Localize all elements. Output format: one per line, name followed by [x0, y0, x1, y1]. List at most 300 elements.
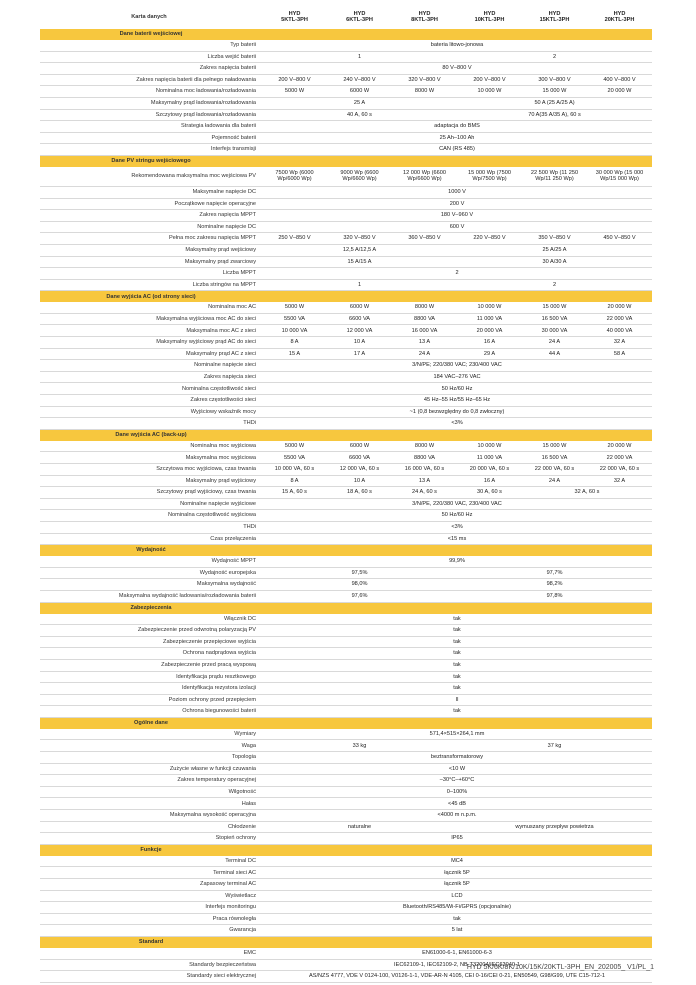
spec-value: 300 V–800 V	[522, 74, 587, 86]
model-header: HYD 5KTL-3PH	[281, 10, 308, 23]
spec-label: Terminal sieci AC	[40, 867, 262, 879]
section-band	[587, 155, 652, 167]
spec-label: Gwarancja	[40, 925, 262, 937]
spec-label: Liczba wejść baterii	[40, 51, 262, 63]
document-footer: HYD 5K/6K/8K/10K/15K/20KTL-3PH_EN_202005_ V1/PL_1	[466, 964, 654, 971]
section-band	[522, 29, 587, 40]
spec-value: bateria litowo-jonowa	[262, 40, 652, 51]
spec-label: Maksymalna wysokość operacyjna	[40, 810, 262, 822]
spec-value: 571,4×515×264,1 mm	[262, 729, 652, 740]
spec-label: Standardy sieci elektrycznej	[40, 971, 262, 983]
spec-row	[40, 74, 652, 86]
spec-row	[40, 51, 652, 63]
spec-value: 12 000 VA	[327, 325, 392, 337]
spec-value: 24 A	[522, 337, 587, 349]
model-header: HYD 6KTL-3PH	[346, 10, 373, 23]
spec-value: 10 A	[327, 475, 392, 487]
spec-value: 15 000 W	[522, 441, 587, 452]
spec-label: Nominalne napięcie wyjściowe	[40, 498, 262, 510]
spec-value: 250 V–850 V	[262, 233, 327, 245]
spec-row	[40, 337, 652, 349]
spec-row	[40, 233, 652, 245]
spec-value: 22 000 VA, 60 s	[522, 464, 587, 476]
spec-value: 50 Hz/60 Hz	[262, 510, 652, 522]
spec-value: 6600 VA	[327, 313, 392, 325]
spec-value: tak	[262, 913, 652, 925]
spec-value: 17 A	[327, 348, 392, 360]
section-band	[262, 545, 327, 557]
spec-row	[40, 63, 652, 75]
spec-value: 25 A	[262, 97, 457, 109]
table-title: Karta danych	[131, 13, 167, 20]
section-header	[40, 844, 652, 856]
spec-label: THDi	[40, 418, 262, 430]
spec-value: 2	[262, 268, 652, 280]
spec-row	[40, 890, 652, 902]
spec-value: 15 A, 60 s	[262, 487, 327, 499]
spec-row	[40, 198, 652, 210]
spec-label: Identyfikacja rezystora izolacji	[40, 683, 262, 695]
spec-value: <45 dB	[262, 798, 652, 810]
spec-value: <3%	[262, 418, 652, 430]
spec-row	[40, 452, 652, 464]
spec-label: Poziom ochrony przed przepięciem	[40, 694, 262, 706]
spec-label: Zakres temperatury operacyjnej	[40, 775, 262, 787]
section-band	[392, 545, 457, 557]
spec-value: 10 A	[327, 337, 392, 349]
spec-value: adaptacja do BMS	[262, 121, 652, 133]
spec-row	[40, 279, 652, 291]
spec-value: 70 A(35 A/35 A), 60 s	[457, 109, 652, 121]
spec-value: 16 500 VA	[522, 313, 587, 325]
spec-value: 12,5 A/12,5 A	[262, 244, 457, 256]
spec-value: 29 A	[457, 348, 522, 360]
spec-label: Szczytowy prąd wyjściowy, czas trwania	[40, 487, 262, 499]
spec-row	[40, 729, 652, 740]
spec-value: 16 A	[457, 475, 522, 487]
section-band	[392, 936, 457, 948]
spec-row	[40, 86, 652, 98]
spec-value: łącznik 5P	[262, 879, 652, 891]
datasheet	[40, 5, 652, 983]
section-band	[262, 602, 327, 614]
spec-value: 22 000 VA	[587, 452, 652, 464]
spec-label: Strategia ładowania dla baterii	[40, 121, 262, 133]
spec-value: 40 A, 60 s	[262, 109, 457, 121]
spec-label: Pełna moc zakresu napięcia MPPT	[40, 233, 262, 245]
section-band	[522, 545, 587, 557]
spec-value: 58 A	[587, 348, 652, 360]
section-band	[327, 602, 392, 614]
spec-label: Maksymalny prąd zwarciowy	[40, 256, 262, 268]
spec-row	[40, 383, 652, 395]
section-band	[392, 429, 457, 441]
spec-row	[40, 302, 652, 313]
spec-label: THDi	[40, 521, 262, 533]
spec-row	[40, 786, 652, 798]
spec-value: 1000 V	[262, 186, 652, 198]
spec-value: 13 A	[392, 337, 457, 349]
spec-value: LCD	[262, 890, 652, 902]
section-band	[392, 717, 457, 729]
spec-label: Ochrona biegunowości baterii	[40, 706, 262, 718]
spec-value: 6000 W	[327, 441, 392, 452]
spec-value: 80 V–800 V	[262, 63, 652, 75]
spec-label: Maksymalny prąd wyjściowy	[40, 475, 262, 487]
spec-value: tak	[262, 625, 652, 637]
spec-value: 12 000 Wp (6600 Wp/6600 Wp)	[392, 167, 457, 187]
spec-row	[40, 648, 652, 660]
spec-value: 5000 W	[262, 441, 327, 452]
spec-row	[40, 167, 652, 187]
spec-value: 3/N/PE; 220/380 VAC; 230/400 VAC	[262, 360, 652, 372]
spec-value: 30 A, 60 s	[457, 487, 522, 499]
spec-row	[40, 971, 652, 983]
spec-value: 30 000 VA	[522, 325, 587, 337]
spec-row	[40, 186, 652, 198]
spec-value: 5500 VA	[262, 313, 327, 325]
spec-value: 32 A, 60 s	[522, 487, 652, 499]
spec-row	[40, 671, 652, 683]
model-header: HYD 10KTL-3PH	[474, 10, 505, 23]
spec-value: 8800 VA	[392, 452, 457, 464]
spec-value: 350 V–850 V	[522, 233, 587, 245]
spec-value: 1	[262, 51, 457, 63]
spec-row	[40, 498, 652, 510]
spec-value: 20 000 VA	[457, 325, 522, 337]
section-band	[392, 155, 457, 167]
spec-value: Bluetooth/RS485/Wi-Fi/GPRS (opcjonalnie)	[262, 902, 652, 914]
spec-value: 30 000 Wp (15 000 Wp/15 000 Wp)	[587, 167, 652, 187]
spec-row	[40, 325, 652, 337]
spec-row	[40, 533, 652, 545]
spec-value: 2	[457, 279, 652, 291]
section-title: Dane PV stringu wejściowego	[40, 155, 262, 167]
spec-label: Wymiary	[40, 729, 262, 740]
spec-row	[40, 395, 652, 407]
spec-row	[40, 256, 652, 268]
spec-value: 8 A	[262, 475, 327, 487]
section-band	[262, 429, 327, 441]
section-header	[40, 545, 652, 557]
section-band	[392, 29, 457, 40]
spec-value: 97,6%	[262, 590, 457, 602]
section-header	[40, 429, 652, 441]
section-band	[587, 429, 652, 441]
section-title: Ogólne dane	[40, 717, 262, 729]
spec-value: tak	[262, 614, 652, 625]
spec-row	[40, 441, 652, 452]
spec-row	[40, 109, 652, 121]
spec-value: 37 kg	[457, 740, 652, 752]
spec-value: 98,0%	[262, 579, 457, 591]
spec-label: Nominalne napięcie DC	[40, 221, 262, 233]
section-band	[327, 936, 392, 948]
spec-row	[40, 590, 652, 602]
section-band	[327, 844, 392, 856]
spec-row	[40, 902, 652, 914]
spec-value: 600 V	[262, 221, 652, 233]
spec-value: łącznik 5P	[262, 867, 652, 879]
spec-row	[40, 360, 652, 372]
spec-value: 18 A, 60 s	[327, 487, 392, 499]
spec-value: 320 V–800 V	[392, 74, 457, 86]
spec-value: 24 A	[522, 475, 587, 487]
section-band	[587, 717, 652, 729]
spec-label: Nominalne napięcie sieci	[40, 360, 262, 372]
spec-value: <4000 m n.p.m.	[262, 810, 652, 822]
spec-row	[40, 268, 652, 280]
spec-value: 20 000 W	[587, 441, 652, 452]
spec-row	[40, 625, 652, 637]
spec-label: Maksymalny prąd wejściowy	[40, 244, 262, 256]
spec-value: 200 V–800 V	[457, 74, 522, 86]
section-header	[40, 602, 652, 614]
spec-value: 22 000 VA, 60 s	[587, 464, 652, 476]
section-band	[587, 545, 652, 557]
spec-value: 22 000 VA	[587, 313, 652, 325]
spec-row	[40, 579, 652, 591]
spec-value: 180 V–960 V	[262, 210, 652, 222]
spec-value: 2	[457, 51, 652, 63]
spec-label: Zakres napięcia MPPT	[40, 210, 262, 222]
spec-label: Standardy bezpieczeństwa	[40, 959, 262, 971]
spec-value: tak	[262, 636, 652, 648]
spec-label: Zabezpieczenie przed odwrotną polaryzacją PV	[40, 625, 262, 637]
section-band	[457, 429, 522, 441]
spec-value: –30°C–+60°C	[262, 775, 652, 787]
spec-value: 97,8%	[457, 590, 652, 602]
spec-label: Początkowe napięcie operacyjne	[40, 198, 262, 210]
spec-value: 10 000 VA	[262, 325, 327, 337]
spec-row	[40, 567, 652, 579]
spec-label: Wyświetlacz	[40, 890, 262, 902]
spec-value: ~1 (0,8 bezwzględny do 0,8 zwłoczny)	[262, 406, 652, 418]
spec-row	[40, 833, 652, 845]
spec-label: Rekomendowana maksymalna moc wejściowa PV	[40, 167, 262, 187]
spec-value: 20 000 W	[587, 86, 652, 98]
spec-row	[40, 683, 652, 695]
spec-value: 98,2%	[457, 579, 652, 591]
section-band	[262, 29, 327, 40]
spec-label: Hałas	[40, 798, 262, 810]
spec-value: 32 A	[587, 337, 652, 349]
spec-value: 10 000 W	[457, 86, 522, 98]
spec-value: 24 A	[392, 348, 457, 360]
spec-value: 7500 Wp (6000 Wp/6000 Wp)	[262, 167, 327, 187]
spec-row	[40, 121, 652, 133]
spec-row	[40, 810, 652, 822]
spec-value: 184 VAC–276 VAC	[262, 371, 652, 383]
section-band	[457, 717, 522, 729]
spec-value: tak	[262, 648, 652, 660]
spec-value: <15 ms	[262, 533, 652, 545]
spec-value: tak	[262, 659, 652, 671]
spec-row	[40, 132, 652, 144]
spec-value: 15 000 W	[522, 86, 587, 98]
spec-row	[40, 244, 652, 256]
spec-value: 8 A	[262, 337, 327, 349]
section-band	[327, 29, 392, 40]
spec-value: 5000 W	[262, 302, 327, 313]
spec-value: 8800 VA	[392, 313, 457, 325]
section-band	[262, 717, 327, 729]
spec-label: Czas przełączenia	[40, 533, 262, 545]
spec-row	[40, 221, 652, 233]
spec-table	[40, 5, 652, 983]
spec-value: 20 000 VA, 60 s	[457, 464, 522, 476]
spec-label: Maksymalny prąd AC z sieci	[40, 348, 262, 360]
section-title: Funkcje	[40, 844, 262, 856]
spec-label: Nominalna moc wyjściowa	[40, 441, 262, 452]
spec-row	[40, 348, 652, 360]
section-band	[587, 844, 652, 856]
spec-value: 13 A	[392, 475, 457, 487]
spec-value: 45 Hz–55 Hz/55 Hz–65 Hz	[262, 395, 652, 407]
spec-value: 5 lat	[262, 925, 652, 937]
spec-row	[40, 510, 652, 522]
spec-value: 8000 W	[392, 86, 457, 98]
section-title: Dane wyjścia AC (od strony sieci)	[40, 291, 262, 303]
section-band	[327, 429, 392, 441]
section-band	[262, 291, 327, 303]
spec-value: 15 A/15 A	[262, 256, 457, 268]
spec-value: <10 W	[262, 763, 652, 775]
spec-row	[40, 406, 652, 418]
spec-row	[40, 659, 652, 671]
spec-value: 6000 W	[327, 86, 392, 98]
section-band	[262, 936, 327, 948]
spec-value: 33 kg	[262, 740, 457, 752]
section-header	[40, 291, 652, 303]
spec-row	[40, 475, 652, 487]
spec-label: EMC	[40, 948, 262, 959]
spec-label: Typ baterii	[40, 40, 262, 51]
section-header	[40, 155, 652, 167]
spec-value: 8000 W	[392, 302, 457, 313]
section-band	[587, 936, 652, 948]
spec-row	[40, 636, 652, 648]
spec-label: Identyfikacja prądu resztkowego	[40, 671, 262, 683]
spec-value: 450 V–850 V	[587, 233, 652, 245]
spec-row	[40, 798, 652, 810]
spec-label: Zakres częstotliwości sieci	[40, 395, 262, 407]
spec-value: 10 000 VA, 60 s	[262, 464, 327, 476]
spec-row	[40, 144, 652, 156]
spec-value: 99,9%	[262, 556, 652, 567]
section-band	[457, 844, 522, 856]
spec-value: wymuszany przepływ powietrza	[457, 821, 652, 833]
spec-value: 320 V–850 V	[327, 233, 392, 245]
spec-row	[40, 752, 652, 764]
spec-label: Wilgotność	[40, 786, 262, 798]
section-band	[522, 602, 587, 614]
spec-row	[40, 556, 652, 567]
section-band	[587, 29, 652, 40]
spec-value: IEC62109-1, IEC62109-2, NB-T32004/IEC62040-1	[262, 959, 652, 971]
spec-label: Zabezpieczenie przed pracą wyspową	[40, 659, 262, 671]
spec-row	[40, 418, 652, 430]
spec-label: Terminal DC	[40, 856, 262, 867]
spec-value: 25 A/25 A	[457, 244, 652, 256]
spec-row	[40, 856, 652, 867]
spec-label: Interfejs transmisji	[40, 144, 262, 156]
spec-value: tak	[262, 671, 652, 683]
spec-value: tak	[262, 683, 652, 695]
spec-value: 12 000 VA, 60 s	[327, 464, 392, 476]
spec-value: 16 000 VA, 60 s	[392, 464, 457, 476]
section-band	[587, 602, 652, 614]
spec-label: Chłodzenie	[40, 821, 262, 833]
section-header	[40, 936, 652, 948]
spec-value: 3/N/PE, 220/380 VAC, 230/400 VAC	[262, 498, 652, 510]
spec-label: Maksymalna wydajność ładowania/rozładowania baterii	[40, 590, 262, 602]
spec-value: 220 V–850 V	[457, 233, 522, 245]
section-band	[522, 291, 587, 303]
spec-row	[40, 775, 652, 787]
model-header: HYD 8KTL-3PH	[411, 10, 438, 23]
spec-value: IP65	[262, 833, 652, 845]
spec-row	[40, 371, 652, 383]
section-band	[457, 291, 522, 303]
spec-row	[40, 313, 652, 325]
section-title: Zabezpieczenia	[40, 602, 262, 614]
spec-value: 11 000 VA	[457, 452, 522, 464]
spec-row	[40, 614, 652, 625]
spec-value: 6600 VA	[327, 452, 392, 464]
spec-value: 11 000 VA	[457, 313, 522, 325]
spec-label: Waga	[40, 740, 262, 752]
spec-label: Szczytowy prąd ładowania/rozładowania	[40, 109, 262, 121]
spec-value: 240 V–800 V	[327, 74, 392, 86]
spec-row	[40, 879, 652, 891]
spec-value: 16 000 VA	[392, 325, 457, 337]
spec-value: EN61000-6-1, EN61000-6-3	[262, 948, 652, 959]
section-band	[327, 545, 392, 557]
spec-value: beztransformatorowy	[262, 752, 652, 764]
spec-label: Maksymalny prąd ładowania/rozładowania	[40, 97, 262, 109]
spec-label: Liczba MPPT	[40, 268, 262, 280]
spec-row	[40, 925, 652, 937]
spec-row	[40, 464, 652, 476]
spec-value: 10 000 W	[457, 302, 522, 313]
section-band	[327, 291, 392, 303]
section-title: Wydajność	[40, 545, 262, 557]
section-band	[262, 844, 327, 856]
spec-label: Zakres napięcia baterii	[40, 63, 262, 75]
spec-label: Nominalna moc AC	[40, 302, 262, 313]
spec-value: 32 A	[587, 475, 652, 487]
spec-value: 25 Ah–100 Ah	[262, 132, 652, 144]
spec-label: Maksymalna moc wyjściowa	[40, 452, 262, 464]
spec-value: 20 000 W	[587, 302, 652, 313]
spec-row	[40, 521, 652, 533]
section-band	[392, 291, 457, 303]
spec-label: Zabezpieczenie przepięciowe wyjścia	[40, 636, 262, 648]
section-band	[457, 936, 522, 948]
spec-label: Wyjściowy wskaźnik mocy	[40, 406, 262, 418]
section-band	[392, 844, 457, 856]
spec-value: <3%	[262, 521, 652, 533]
spec-label: Zakres napięcia sieci	[40, 371, 262, 383]
section-band	[587, 291, 652, 303]
section-band	[522, 936, 587, 948]
spec-value: 9000 Wp (6600 Wp/6600 Wp)	[327, 167, 392, 187]
section-band	[392, 602, 457, 614]
spec-label: Wydajność europejska	[40, 567, 262, 579]
spec-label: Stopień ochrony	[40, 833, 262, 845]
spec-value: 16 500 VA	[522, 452, 587, 464]
